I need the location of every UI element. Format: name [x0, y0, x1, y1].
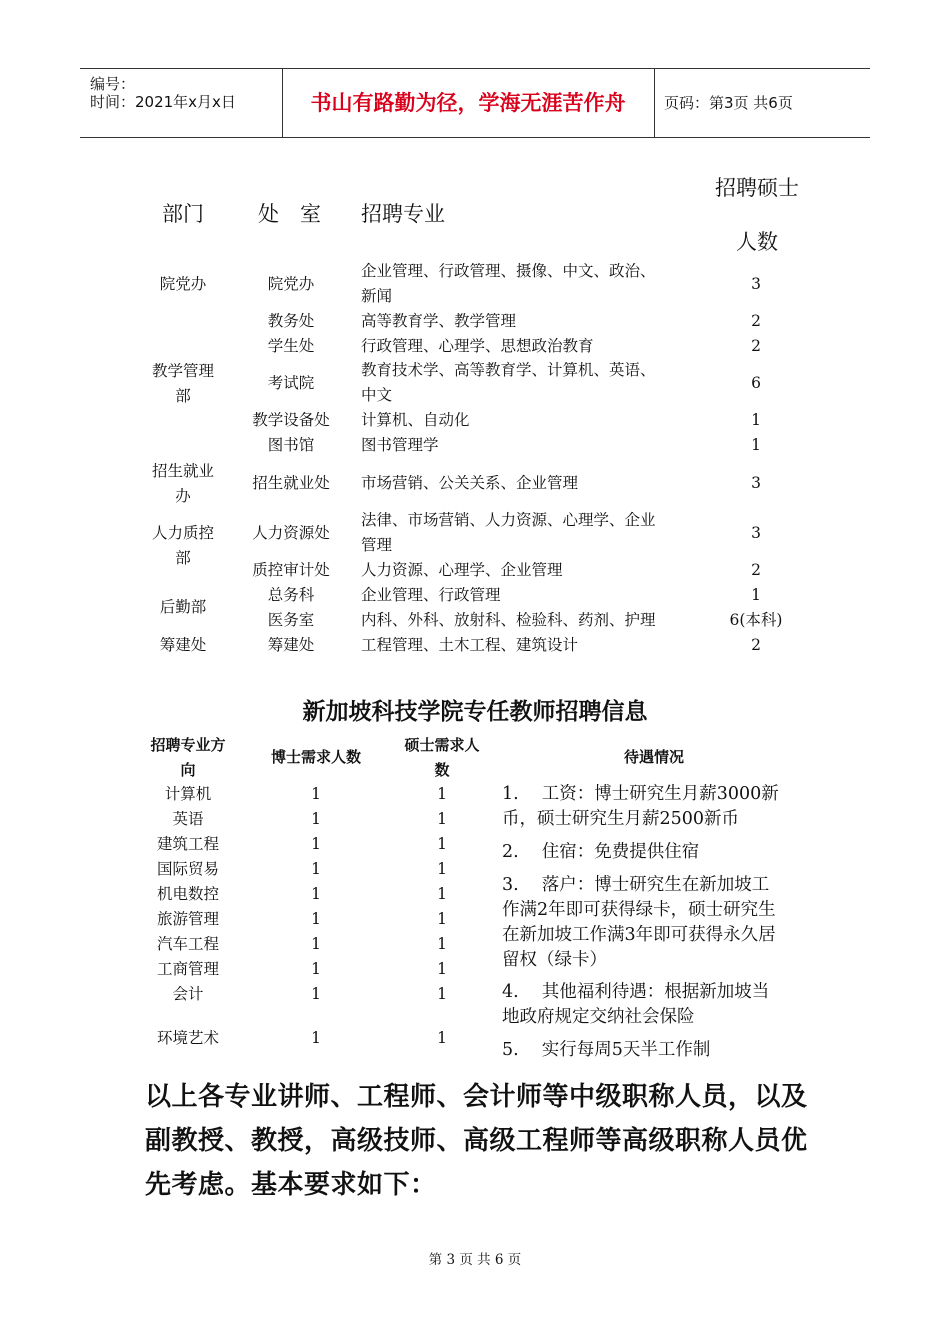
t1-header-count-line1: 招聘硕士: [715, 176, 799, 200]
t1-count-cell: 6(本科): [729, 611, 783, 629]
t1-dept-line: 招生就业: [151, 462, 214, 480]
t2-major-cell: 旅游管理: [156, 910, 219, 928]
t1-office-cell: 教务处: [267, 312, 315, 330]
benefit-line: 2. 住宿：免费提供住宿: [502, 842, 700, 862]
t2-major-cell: 计算机: [164, 785, 212, 803]
t2-master-cell: 1: [437, 785, 447, 803]
t2-phd-cell: 1: [311, 985, 321, 1003]
t1-count-cell: 2: [751, 561, 761, 579]
page-header: [80, 68, 870, 138]
t1-major-cell: 计算机、自动化: [361, 411, 470, 429]
t2-header-benefits: 待遇情况: [623, 748, 684, 766]
t1-dept-cell: [142, 359, 224, 409]
t1-major-cell: 工程管理、土木工程、建筑设计: [361, 636, 579, 654]
t2-phd-cell: 1: [311, 1029, 321, 1047]
t1-major-cell: 图书管理学: [361, 436, 439, 454]
t2-master-cell: 1: [437, 910, 447, 928]
t2-phd-cell: 1: [311, 835, 321, 853]
header-page-label: 页码：第3页 共6页: [664, 94, 793, 112]
paragraph-line: 以上各专业讲师、工程师、会计师等中级职称人员，以及: [145, 1082, 808, 1112]
t1-office-cell: 人力资源处: [252, 524, 330, 542]
benefit-item: [502, 782, 817, 832]
doc-date-label: 时间：2021年x月x日: [90, 93, 236, 111]
t2-major-cell: 建筑工程: [156, 835, 219, 853]
t2-master-cell: 1: [437, 885, 447, 903]
t2-phd-cell: 1: [311, 785, 321, 803]
t2-header-direction: [140, 733, 236, 783]
t1-office-cell: 学生处: [267, 337, 315, 355]
benefit-line: 留权（绿卡）: [502, 950, 607, 970]
header-motto: 书山有路勤为径，学海无涯苦作舟: [310, 91, 626, 115]
t1-dept-cell: [142, 521, 224, 571]
t2-master-cell: 1: [437, 835, 447, 853]
benefit-line: 在新加坡工作满3年即可获得永久居: [502, 925, 776, 945]
t2-major-cell: 会计: [172, 985, 204, 1003]
t1-office-cell: 医务室: [267, 611, 315, 629]
t1-count-cell: 2: [751, 337, 761, 355]
t1-count-cell: 1: [751, 436, 761, 454]
t1-office-cell: 筹建处: [267, 636, 315, 654]
t1-dept-cell: 后勤部: [159, 598, 207, 616]
t1-count-cell: 1: [751, 411, 761, 429]
section-title: 新加坡科技学院专任教师招聘信息: [302, 699, 648, 725]
t1-dept-line: 部: [175, 387, 191, 405]
t1-dept-cell: 院党办: [159, 275, 207, 293]
t2-master-cell: 1: [437, 985, 447, 1003]
t1-major-cell: 行政管理、心理学、思想政治教育: [361, 337, 594, 355]
t1-major-cell: 企业管理、行政管理: [361, 586, 501, 604]
t1-major-cell: 市场营销、公关关系、企业管理: [361, 474, 579, 492]
t1-count-cell: 6: [751, 374, 761, 392]
benefit-item: [502, 1038, 817, 1063]
t1-dept-line: 办: [175, 487, 191, 505]
t1-office-cell: 院党办: [267, 275, 315, 293]
t1-major-line: 中文: [361, 386, 393, 404]
t1-header-office: 处 室: [258, 202, 321, 226]
t1-dept-cell: 筹建处: [159, 636, 207, 654]
t1-count-cell: 1: [751, 586, 761, 604]
t2-header-phd: 博士需求人数: [270, 748, 361, 766]
t2-header-line: 硕士需求人: [404, 736, 480, 754]
t1-major-line: 法律、市场营销、人力资源、心理学、企业: [361, 511, 656, 529]
t1-office-cell: 质控审计处: [252, 561, 330, 579]
t1-major-line: 管理: [361, 536, 393, 554]
t2-master-cell: 1: [437, 860, 447, 878]
t1-header-dept: 部门: [162, 202, 204, 226]
header-divider: [654, 69, 655, 137]
benefit-line: 币，硕士研究生月薪2500新币: [502, 809, 740, 829]
benefit-item: [502, 873, 817, 973]
t2-major-cell: 汽车工程: [156, 935, 219, 953]
t2-major-cell: 国际贸易: [156, 860, 219, 878]
benefit-line: 3. 落户：博士研究生在新加坡工: [502, 875, 770, 895]
t1-office-cell: 教学设备处: [252, 411, 330, 429]
t1-count-cell: 3: [751, 524, 761, 542]
t2-master-cell: 1: [437, 935, 447, 953]
t1-major-line: 企业管理、行政管理、摄像、中文、政治、: [361, 262, 656, 280]
t1-office-cell: 考试院: [267, 374, 315, 392]
t2-header-line: 数: [434, 761, 450, 779]
requirements-paragraph: [145, 1075, 825, 1207]
t1-major-line: 教育技术学、高等教育学、计算机、英语、: [361, 361, 656, 379]
benefit-line: 作满2年即可获得绿卡，硕士研究生: [502, 900, 776, 920]
t1-count-cell: 3: [751, 275, 761, 293]
t1-major-cell: 高等教育学、教学管理: [361, 312, 517, 330]
t1-dept-cell: [142, 459, 224, 509]
benefit-line: 5. 实行每周5天半工作制: [502, 1040, 711, 1060]
t2-major-cell: 环境艺术: [156, 1029, 219, 1047]
t1-major-line: 新闻: [361, 287, 393, 305]
benefit-line: 地政府规定交纳社会保险: [502, 1007, 695, 1027]
t1-office-cell: 图书馆: [267, 436, 315, 454]
t2-phd-cell: 1: [311, 885, 321, 903]
doc-code-label: 编号：: [90, 75, 136, 93]
t2-phd-cell: 1: [311, 860, 321, 878]
t2-phd-cell: 1: [311, 910, 321, 928]
t1-count-cell: 2: [751, 312, 761, 330]
benefit-line: 1. 工资：博士研究生月薪3000新: [502, 784, 779, 804]
t2-phd-cell: 1: [311, 810, 321, 828]
t1-header-count: [700, 172, 814, 256]
t2-master-cell: 1: [437, 960, 447, 978]
paragraph-line: 副教授、教授，高级技师、高级工程师等高级职称人员优: [145, 1126, 808, 1156]
paragraph-line: 先考虑。基本要求如下：: [145, 1170, 437, 1200]
t1-count-cell: 2: [751, 636, 761, 654]
t1-count-cell: 3: [751, 474, 761, 492]
t2-major-cell: 工商管理: [156, 960, 219, 978]
t1-major-cell: 内科、外科、放射科、检验科、药剂、护理: [361, 611, 656, 629]
t1-dept-line: 部: [175, 549, 191, 567]
benefit-item: [502, 980, 817, 1030]
benefit-item: [502, 840, 817, 865]
t2-header-master: [394, 733, 490, 783]
page-footer: 第 3 页 共 6 页: [428, 1252, 522, 1268]
t1-major-cell: [361, 508, 656, 558]
t2-header-line: 向: [180, 761, 196, 779]
t2-phd-cell: 1: [311, 935, 321, 953]
t1-major-cell: [361, 358, 656, 408]
t2-master-cell: 1: [437, 1029, 447, 1047]
t1-office-cell: 总务科: [267, 586, 315, 604]
t1-header-major: 招聘专业: [361, 202, 445, 226]
t2-major-cell: 机电数控: [156, 885, 219, 903]
t2-header-line: 招聘专业方: [150, 736, 226, 754]
t1-office-cell: 招生就业处: [252, 474, 330, 492]
t2-major-cell: 英语: [172, 810, 204, 828]
benefit-line: 4. 其他福利待遇：根据新加坡当: [502, 982, 770, 1002]
t2-master-cell: 1: [437, 810, 447, 828]
t1-major-cell: [361, 259, 656, 309]
t1-dept-line: 教学管理: [151, 362, 214, 380]
t1-major-cell: 人力资源、心理学、企业管理: [361, 561, 563, 579]
t1-header-count-line2: 人数: [736, 230, 778, 254]
t2-phd-cell: 1: [311, 960, 321, 978]
t1-dept-line: 人力质控: [151, 524, 214, 542]
